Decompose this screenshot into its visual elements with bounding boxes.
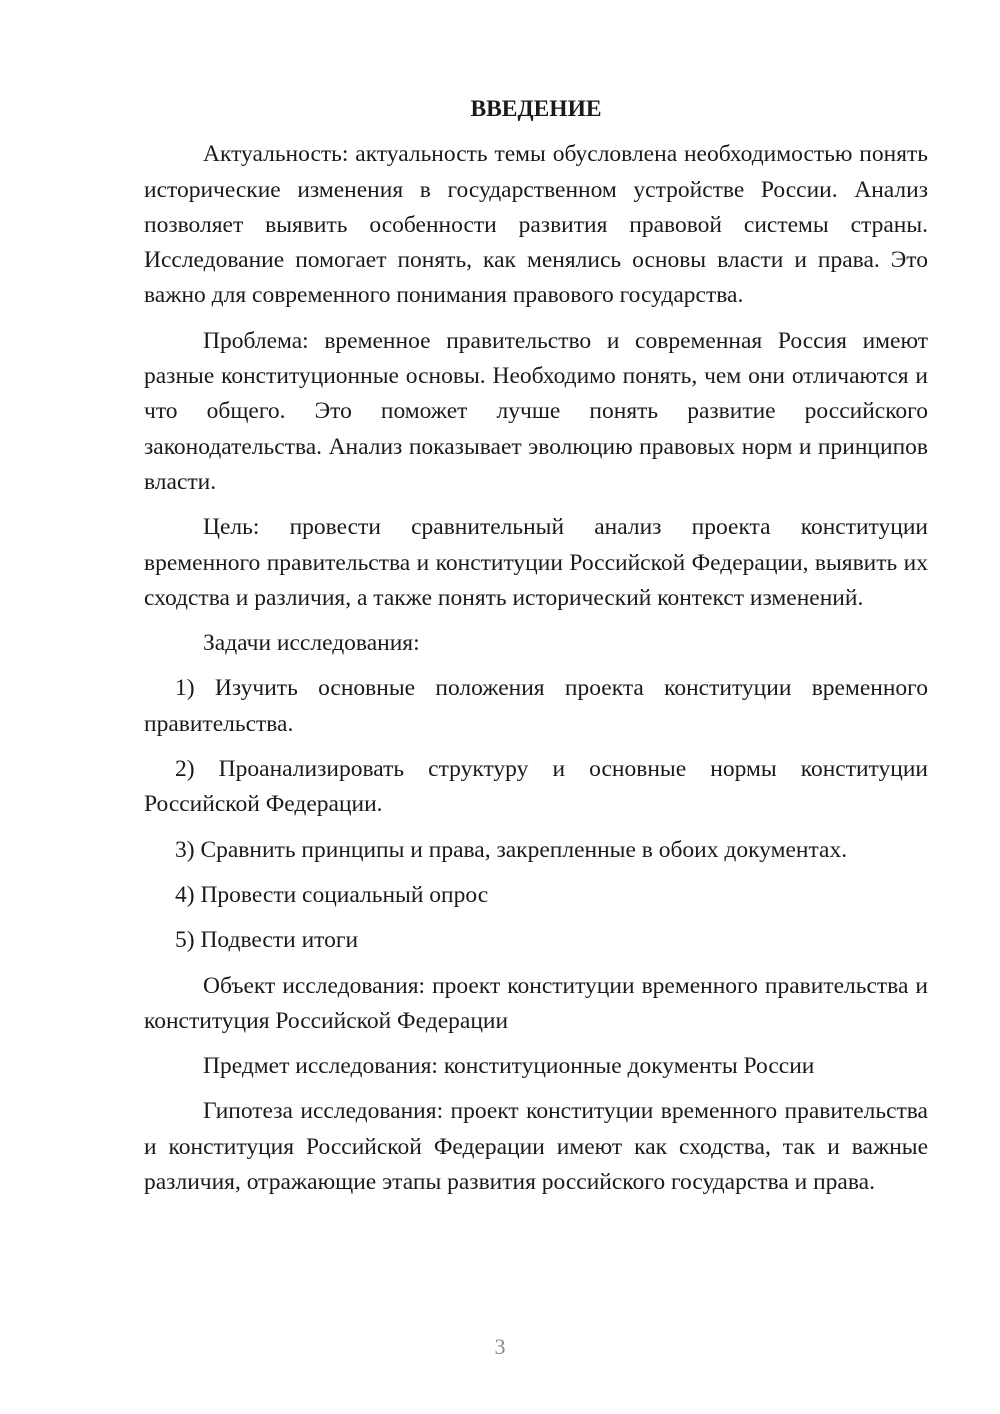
task-item: 5) Подвести итоги	[175, 927, 359, 954]
task-item: 4) Провести социальный опрос	[175, 881, 489, 908]
problem-paragraph: Проблема: временное правительство и современная Россия имеют разные конституционные основы. Необходимо понять, чем они отличаются и что общего. Это поможет лучше понять развитие российского законодательства. Анализ показывает эволюцию правовых норм и принципов власти.	[144, 327, 928, 495]
page-number: 3	[494, 1334, 506, 1359]
document-page	[144, 92, 928, 1210]
object-paragraph: Объект исследования: проект конституции временного правительства и конституция Российской Федерации	[144, 972, 928, 1034]
task-item: 2) Проанализировать структуру и основные нормы конституции Российской Федерации.	[144, 756, 928, 818]
goal-paragraph: Цель: провести сравнительный анализ проекта конституции временного правительства и конституции Российской Федерации, выявить их сходства и различия, а также понять исторический контекст изменений.	[144, 514, 928, 611]
relevance-paragraph: Актуальность: актуальность темы обусловлена необходимостью понять исторические изменения в государственном устройстве России. Анализ позволяет выявить особенности развития правовой системы страны. Исследование помогает понять, как менялись основы власти и права. Это важно для современного понимания правового государства.	[144, 141, 928, 309]
tasks-heading: Задачи исследования:	[203, 630, 420, 657]
hypothesis-paragraph: Гипотеза исследования: проект конституции временного правительства и конституция Российской Федерации имеют как сходства, так и важные различия, отражающие этапы развития российского государства и права.	[144, 1098, 928, 1196]
section-title: ВВЕДЕНИЕ	[470, 96, 602, 122]
subject-paragraph: Предмет исследования: конституционные документы России	[203, 1053, 815, 1080]
task-item: 3) Сравнить принципы и права, закрепленные в обоих документах.	[175, 836, 848, 863]
task-item: 1) Изучить основные положения проекта конституции временного правительства.	[144, 675, 928, 737]
